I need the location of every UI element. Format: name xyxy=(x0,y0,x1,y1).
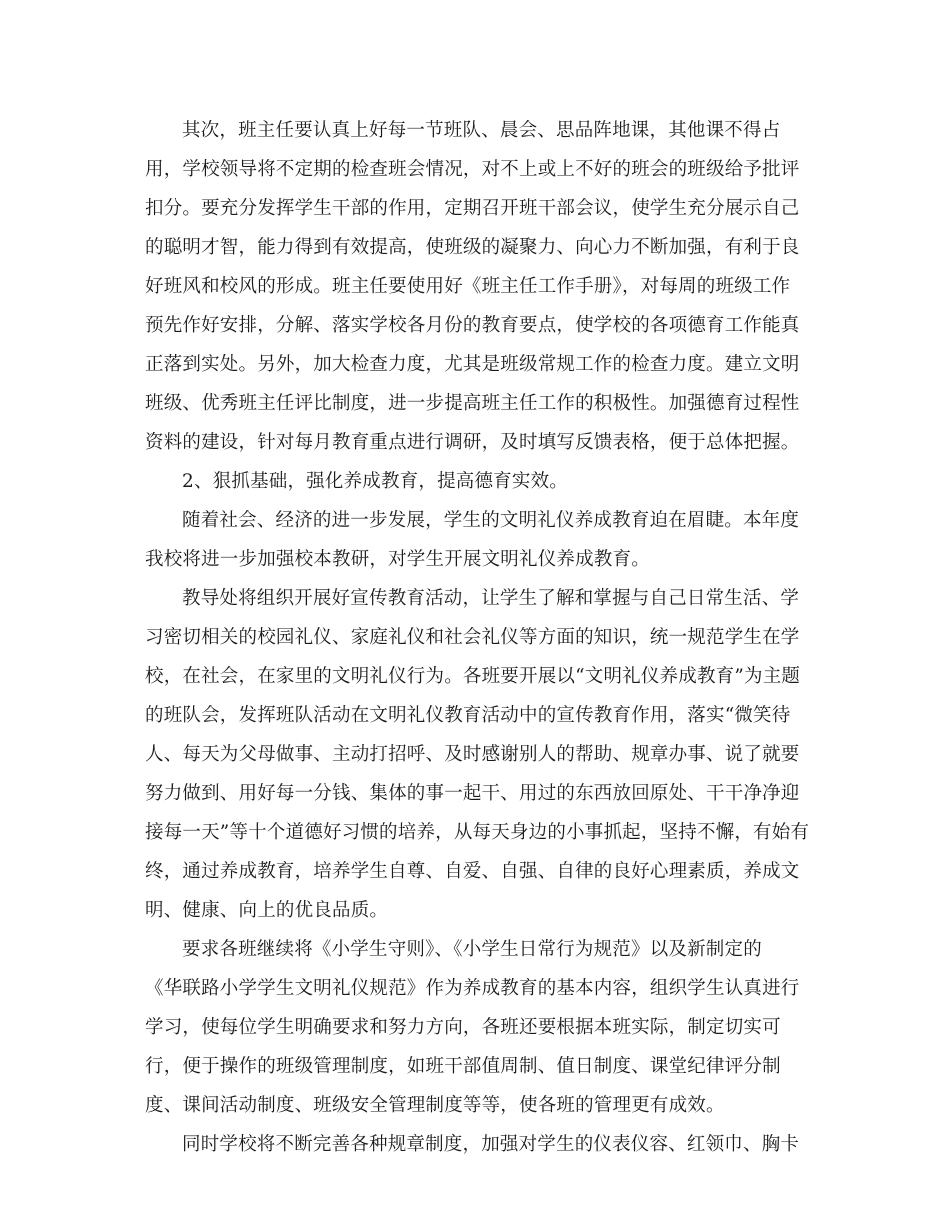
text-line: 的班队会，发挥班队活动在文明礼仪教育活动中的宣传教育作用，落实“微笑待 xyxy=(145,705,791,726)
text-line: 同时学校将不断完善各种规章制度，加强对学生的仪表仪容、红领巾、胸卡 xyxy=(182,1134,800,1155)
text-line: 资料的建设，针对每月教育重点进行调研，及时填写反馈表格，便于总体把握。 xyxy=(145,432,800,453)
text-line: 明、健康、向上的优良品质。 xyxy=(145,900,389,921)
text-line: 随着社会、经济的进一步发展，学生的文明礼仪养成教育迫在眉睫。本年度 xyxy=(182,510,800,531)
text-line: 其次，班主任要认真上好每一节班队、晨会、思品阵地课，其他课不得占 xyxy=(182,120,781,141)
text-line: 用，学校领导将不定期的检查班会情况，对不上或上不好的班会的班级给予批评 xyxy=(145,159,800,180)
text-line: 扣分。要充分发挥学生干部的作用，定期召开班干部会议，使学生充分展示自己 xyxy=(145,198,800,219)
section-heading: 2、狠抓基础，强化养成教育，提高德育实效。 xyxy=(182,471,568,492)
text-line: 度、课间活动制度、班级安全管理制度等等，使各班的管理更有成效。 xyxy=(145,1095,725,1116)
text-line: 班级、优秀班主任评比制度，进一步提高班主任工作的积极性。加强德育过程性 xyxy=(145,393,800,414)
text-line: 《华联路小学学生文明礼仪规范》作为养成教育的基本内容，组织学生认真进行 xyxy=(145,978,800,999)
text-line: 接每一天”等十个道德好习惯的培养，从每天身边的小事抓起，坚持不懈，有始有 xyxy=(145,822,810,843)
text-line: 行，便于操作的班级管理制度，如班干部值周制、值日制度、课堂纪律评分制 xyxy=(145,1056,781,1077)
text-line: 学习，使每位学生明确要求和努力方向，各班还要根据本班实际，制定切实可 xyxy=(145,1017,781,1038)
text-line: 习密切相关的校园礼仪、家庭礼仪和社会礼仪等方面的知识，统一规范学生在学 xyxy=(145,627,800,648)
text-line: 我校将进一步加强校本教研，对学生开展文明礼仪养成教育。 xyxy=(145,549,650,570)
text-line: 的聪明才智，能力得到有效提高，使班级的凝聚力、向心力不断加强，有利于良 xyxy=(145,237,800,258)
text-line: 终，通过养成教育，培养学生自尊、自爱、自强、自律的良好心理素质，养成文 xyxy=(145,861,800,882)
text-line: 好班风和校风的形成。班主任要使用好《班主任工作手册》，对每周的班级工作 xyxy=(145,276,791,297)
text-line: 要求各班继续将《小学生守则》、《小学生日常行为规范》以及新制定的 xyxy=(182,939,762,960)
text-line: 教导处将组织开展好宣传教育活动，让学生了解和掌握与自己日常生活、学 xyxy=(182,588,800,609)
text-line: 正落到实处。另外，加大检查力度，尤其是班级常规工作的检查力度。建立文明 xyxy=(145,354,800,375)
text-line: 努力做到、用好每一分钱、集体的事一起干、用过的东西放回原处、干干净净迎 xyxy=(145,783,800,804)
text-line: 人、每天为父母做事、主动打招呼、及时感谢别人的帮助、规章办事、说了就要 xyxy=(145,744,800,765)
text-line: 预先作好安排，分解、落实学校各月份的教育要点，使学校的各项德育工作能真 xyxy=(145,315,800,336)
text-line: 校，在社会，在家里的文明礼仪行为。各班要开展以“文明礼仪养成教育”为主题 xyxy=(145,666,801,687)
